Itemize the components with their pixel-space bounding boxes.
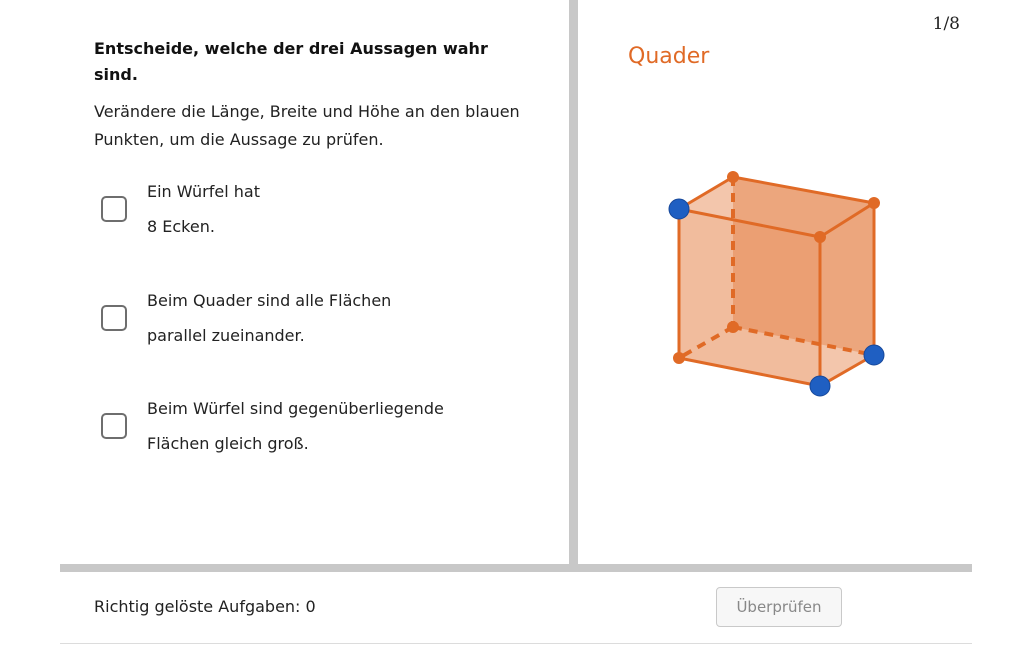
task-instructions: Verändere die Länge, Breite und Höhe an den blauen Punkten, um die Aussage zu prüfen. — [94, 102, 520, 149]
solved-tasks-status: Richtig gelöste Aufgaben: 0 — [94, 597, 316, 616]
option-2-label: Beim Quader sind alle Flächen parallel zueinander. — [147, 291, 392, 345]
option-1-label: Ein Würfel hat 8 Ecken. — [147, 182, 260, 236]
footer-bottom-divider — [60, 643, 972, 644]
length-handle[interactable] — [810, 376, 830, 396]
vertex-point — [673, 352, 685, 364]
vertex-point — [727, 321, 739, 333]
vertex-point — [727, 171, 739, 183]
page-indicator: 1/8 — [932, 14, 960, 34]
panel-divider-horizontal — [60, 564, 972, 572]
option-3-label: Beim Würfel sind gegenüberliegende Flächen gleich groß. — [147, 399, 444, 453]
task-title: Entscheide, welche der drei Aussagen wahr sind. — [94, 39, 488, 84]
shape-title: Quader — [628, 44, 710, 69]
height-handle[interactable] — [669, 199, 689, 219]
check-button[interactable]: Überprüfen — [716, 587, 842, 627]
vertex-point — [814, 231, 826, 243]
vertex-point — [868, 197, 880, 209]
cuboid-front-face — [679, 209, 820, 386]
width-handle[interactable] — [864, 345, 884, 365]
